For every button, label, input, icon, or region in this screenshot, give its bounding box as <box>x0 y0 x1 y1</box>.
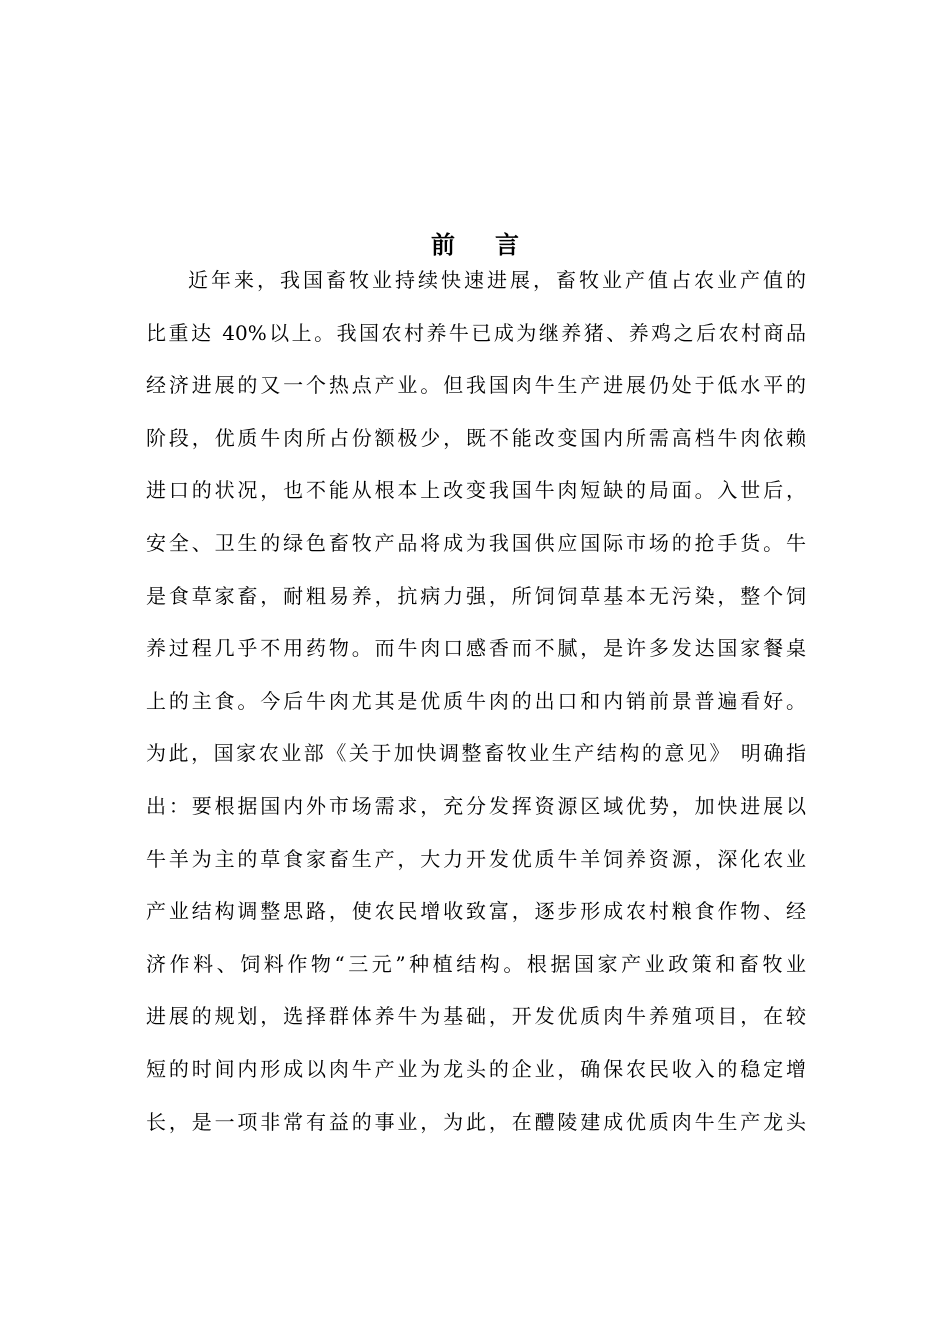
text-line: 短的时间内形成以肉牛产业为龙头的企业，确保农民收入的稳定增 <box>146 1056 806 1081</box>
title-char-2: 言 <box>495 230 519 259</box>
text-line: 牛羊为主的草食家畜生产，大力开发优质牛羊饲养资源，深化农业 <box>146 846 806 871</box>
text-line: 阶段，优质牛肉所占份额极少，既不能改变国内所需高档牛肉依赖 <box>146 425 806 450</box>
text-line: 安全、卫生的绿色畜牧产品将成为我国供应国际市场的抢手货。牛 <box>146 530 806 555</box>
page-title <box>0 227 950 263</box>
text-line: 济作料、饲料作物“三元”种植结构。根据国家产业政策和畜牧业 <box>146 951 806 976</box>
text-line: 进口的状况，也不能从根本上改变我国牛肉短缺的局面。入世后， <box>146 478 806 503</box>
text-line: 为此，国家农业部《关于加快调整畜牧业生产结构的意见》 明确指 <box>146 741 806 766</box>
text-line: 长，是一项非常有益的事业，为此，在醴陵建成优质肉牛生产龙头 <box>146 1109 806 1134</box>
text-line: 养过程几乎不用药物。而牛肉口感香而不腻，是许多发达国家餐桌 <box>146 636 806 661</box>
text-line: 出：要根据国内外市场需求，充分发挥资源区域优势，加快进展以 <box>146 793 806 818</box>
text-line: 是食草家畜，耐粗易养，抗病力强，所饲饲草基本无污染，整个饲 <box>146 583 806 608</box>
text-line: 产业结构调整思路，使农民增收致富，逐步形成农村粮食作物、经 <box>146 899 806 924</box>
text-line: 经济进展的又一个热点产业。但我国肉牛生产进展仍处于低水平的 <box>146 373 806 398</box>
preface-paragraph <box>146 262 806 1156</box>
text-line: 比重达 40%以上。我国农村养牛已成为继养猪、养鸡之后农村商品 <box>146 320 806 345</box>
title-char-1: 前 <box>431 230 455 259</box>
text-line: 进展的规划，选择群体养牛为基础，开发优质肉牛养殖项目，在较 <box>146 1004 806 1029</box>
text-line: 近年来，我国畜牧业持续快速进展，畜牧业产值占农业产值的 <box>188 268 806 292</box>
text-line: 上的主食。今后牛肉尤其是优质牛肉的出口和内销前景普遍看好。 <box>146 688 806 713</box>
